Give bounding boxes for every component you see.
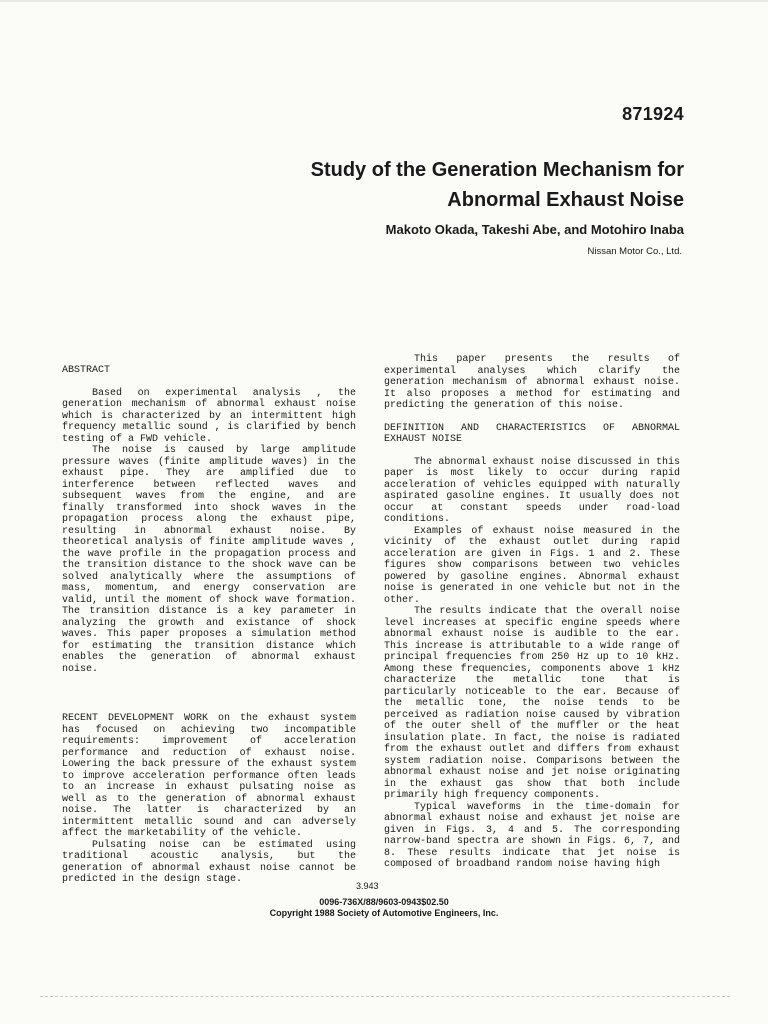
left-column bbox=[62, 354, 356, 886]
affiliation: Nissan Motor Co., Ltd. bbox=[587, 246, 682, 257]
intro-paragraph-2: Pulsating noise can be estimated using traditional acoustic analysis, but the generation of abnormal exhaust noise cannot be predicted in the design stage. bbox=[62, 839, 356, 885]
authors: Makoto Okada, Takeshi Abe, and Motohiro Inaba bbox=[385, 222, 684, 237]
right-paragraph-3: Examples of exhaust noise measured in the vicinity of the exhaust outlet during rapid acceleration are given in Figs. 1 and 2. These figures show comparisons between two vehicles powered by gasoline engines. Abnormal exhaust noise is generated in one vehicle but not in the other. bbox=[384, 525, 680, 606]
page-edge-top bbox=[0, 0, 768, 2]
right-paragraph-5: Typical waveforms in the time-domain for abnormal exhaust noise and exhaust jet noise are given in Figs. 3, 4 and 5. The corresponding narrow-band spectra are shown in Figs. 6, 7, and 8. These results indicate that jet noise is composed of broadband random noise having high bbox=[384, 801, 680, 870]
intro-paragraph-1-text: on the exhaust system has focused on achieving two incompatible requirements: improvement of acceleration performance and reduction of exhaust noise. Lowering the back pressure of the exhaust system to improve acceleration performance often leads to an increase in exhaust pulsating noise as well as to the generation of abnormal exhaust noise. The latter is characterized by an intermittent metallic sound and can adversely affect the marketability of the vehicle. bbox=[62, 713, 356, 839]
abstract-heading: ABSTRACT bbox=[62, 365, 111, 376]
abstract-paragraph-2: The noise is caused by large amplitude pressure waves (finite amplitude waves) in the exhaust pipe. They are amplified due to interference between reflected waves and subsequent waves from the engine, and are finally transformed into shock waves in the propagation process along the exhaust pipe, resulting in abnormal exhaust noise. By theoretical analysis of finite amplitude waves , the wave profile in the propagation process and the transition distance to the shock wave can be solved analytically where the assumptions of mass, momentum, and energy conservation are valid, until the moment of shock wave formation. The transition distance is a key parameter in analyzing the growth and existance of shock waves. This paper proposes a simulation method for estimating the transition distance which enables the generation of abnormal exhaust noise. bbox=[62, 445, 356, 675]
paper-number: 871924 bbox=[622, 104, 684, 124]
right-paragraph-1: This paper presents the results of experimental analyses which clarify the generation mechanism of abnormal exhaust noise. It also proposes a method for estimating and predicting the generation of this noise. bbox=[384, 354, 680, 411]
intro-lead: RECENT DEVELOPMENT WORK bbox=[62, 713, 209, 724]
right-column bbox=[384, 354, 680, 871]
section-heading: DEFINITION AND CHARACTERISTICS OF ABNORMAL EXHAUST NOISE bbox=[384, 422, 680, 445]
right-paragraph-4: The results indicate that the overall noise level increases at specific engine speeds where abnormal exhaust noise is audible to the ear. This increase is attributable to a wide range of principal frequencies from 250 Hz up to 10 kHz. Among these frequencies, components above 1 kHz characterize the metallic tone that is particularly noticeable to the ear. Because of the metallic tone, the noise tends to be perceived as radiation noise caused by vibration of the outer shell of the muffler or the heat insulation plate. In fact, the noise is radiated from the exhaust outlet and differs from exhaust system radiation noise. Comparisons between the abnormal exhaust noise and jet noise originating in the exhaust gas show that both include primarily high frequency components. bbox=[384, 606, 680, 801]
paper-title bbox=[164, 155, 684, 215]
page-edge-bottom bbox=[40, 996, 730, 998]
title-line-2: Abnormal Exhaust Noise bbox=[447, 189, 684, 211]
title-line-1: Study of the Generation Mechanism for bbox=[310, 159, 684, 181]
issn-code: 0096-736X/88/9603-0943$02.50 bbox=[319, 897, 449, 907]
copyright-notice: Copyright 1988 Society of Automotive Engineers, Inc. bbox=[269, 908, 499, 918]
intro-paragraph-1 bbox=[62, 713, 356, 840]
abstract-paragraph-1: Based on experimental analysis , the generation mechanism of abnormal exhaust noise which is characterized by an intermittent high frequency metallic sound , is clarified by bench testing of a FWD vehicle. bbox=[62, 387, 356, 445]
page-number: 3.943 bbox=[356, 881, 379, 891]
right-paragraph-2: The abnormal exhaust noise discussed in this paper is most likely to occur during rapid acceleration of vehicles equipped with naturally aspirated gasoline engines. It usually does not occur at constant speeds under road-load conditions. bbox=[384, 456, 680, 525]
